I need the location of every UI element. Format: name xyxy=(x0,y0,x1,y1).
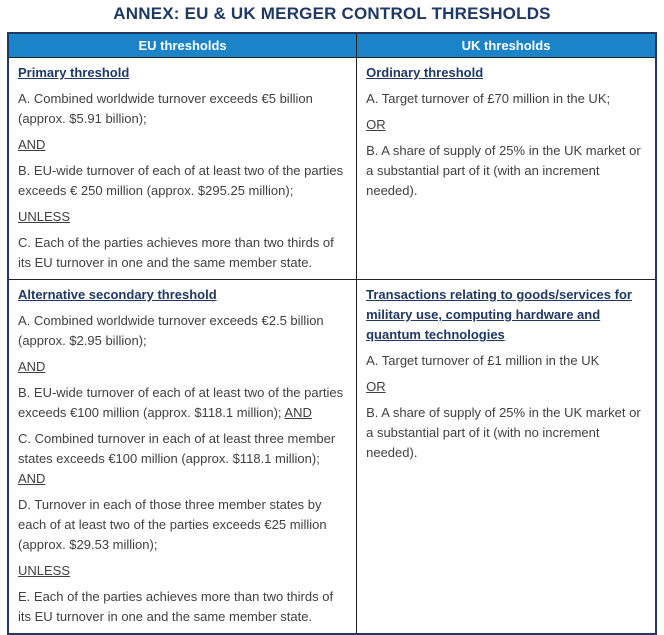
cell-paragraph: B. A share of supply of 25% in the UK market or a substantial part of it (with no increment needed). xyxy=(366,405,641,460)
cell-eu-alternative-threshold xyxy=(8,280,357,635)
cell-heading: Transactions relating to goods/services for military use, computing hardware and quantum technologies xyxy=(366,287,632,342)
cell-paragraph: OR xyxy=(366,379,386,394)
cell-paragraph: A. Combined worldwide turnover exceeds €5 billion (approx. $5.91 billion); xyxy=(18,91,313,126)
cell-paragraph: E. Each of the parties achieves more than two thirds of its EU turnover in one and the same member state. xyxy=(18,589,334,624)
table-row-secondary xyxy=(8,280,656,635)
page-title: ANNEX: EU & UK MERGER CONTROL THRESHOLDS xyxy=(113,4,551,23)
table-row-primary xyxy=(8,58,656,280)
column-header-eu: EU thresholds xyxy=(8,33,357,58)
cell-eu-primary-threshold xyxy=(8,58,357,280)
cell-heading: Alternative secondary threshold xyxy=(18,287,217,302)
header-row xyxy=(8,33,656,58)
cell-paragraph: A. Target turnover of £70 million in the UK; xyxy=(366,91,611,106)
cell-uk-military-tech-threshold xyxy=(357,280,656,635)
thresholds-table xyxy=(7,32,657,635)
cell-paragraph: C. Each of the parties achieves more than two thirds of its EU turnover in one and the same member state. xyxy=(18,235,334,270)
cell-paragraph: A. Combined worldwide turnover exceeds €2.5 billion (approx. $2.95 billion); xyxy=(18,313,324,348)
cell-heading: Ordinary threshold xyxy=(366,65,484,80)
cell-paragraph: A. Target turnover of £1 million in the UK xyxy=(366,353,600,368)
cell-paragraph: D. Turnover in each of those three member states by each of at least two of the parties exceeds €25 million (approx. $29.53 million); xyxy=(18,497,327,552)
cell-paragraph: AND xyxy=(18,137,46,152)
cell-paragraph: UNLESS xyxy=(18,563,71,578)
cell-paragraph: B. EU-wide turnover of each of at least two of the parties exceeds € 250 million (approx. $295.25 million); xyxy=(18,163,344,198)
cell-paragraph: UNLESS xyxy=(18,209,71,224)
cell-paragraph: B. A share of supply of 25% in the UK market or a substantial part of it (with an increment needed). xyxy=(366,143,641,198)
cell-uk-ordinary-threshold xyxy=(357,58,656,280)
cell-paragraph: OR xyxy=(366,117,386,132)
cell-paragraph: B. EU-wide turnover of each of at least two of the parties exceeds €100 million (approx. $118.1 million); AND xyxy=(18,385,344,420)
cell-paragraph: AND xyxy=(18,359,46,374)
cell-paragraph: C. Combined turnover in each of at least three member states exceeds €100 million (approx. $118.1 million); AND xyxy=(18,431,336,486)
column-header-uk: UK thresholds xyxy=(357,33,656,58)
cell-heading: Primary threshold xyxy=(18,65,130,80)
